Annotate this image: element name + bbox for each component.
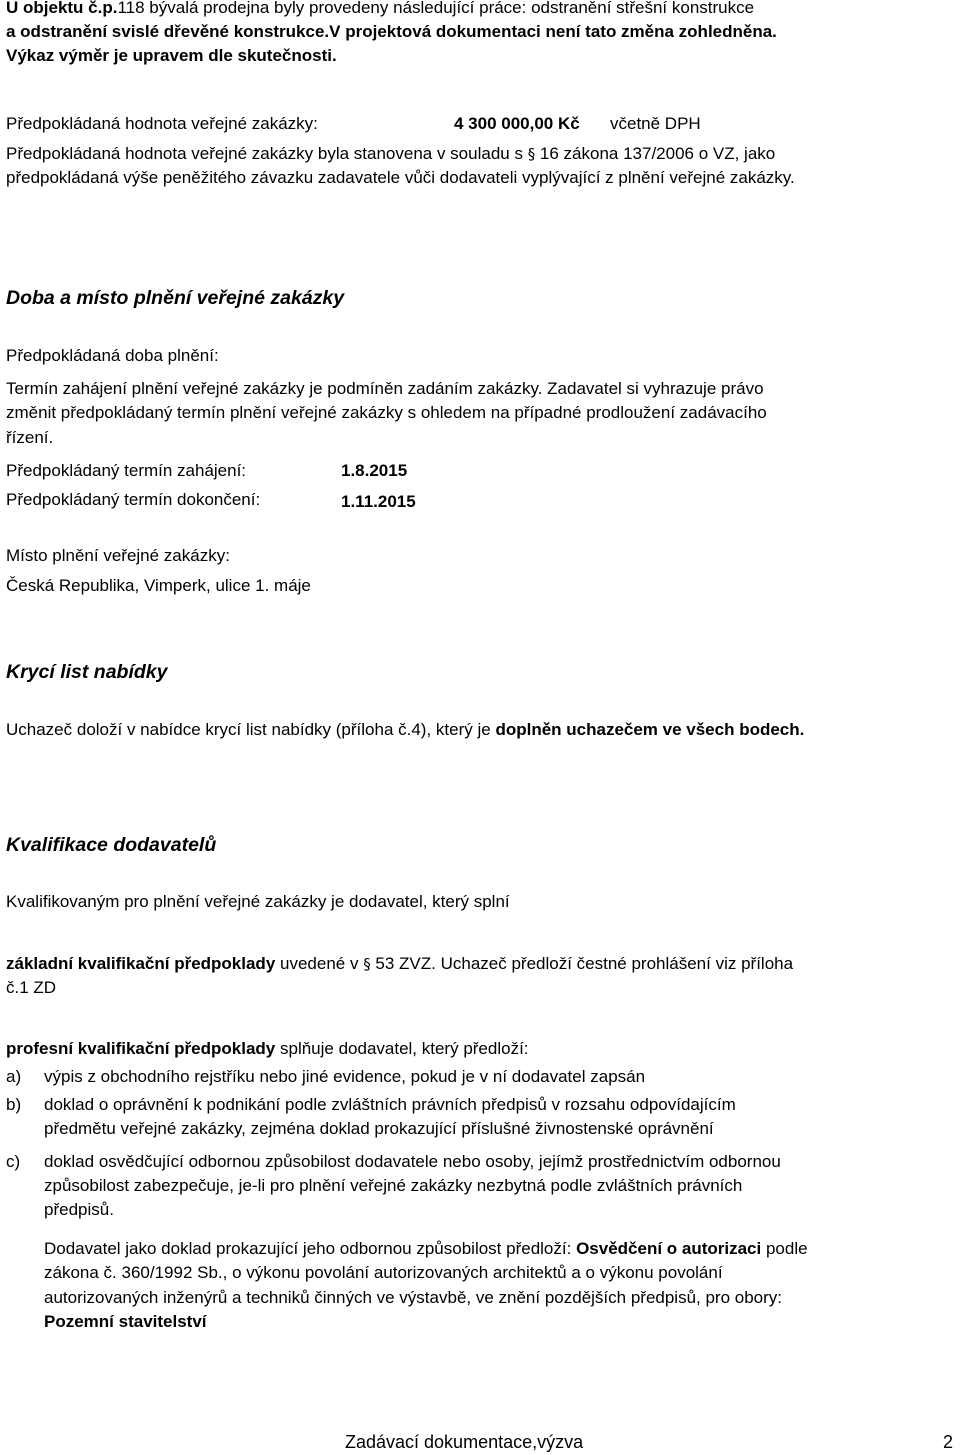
qual-intro: Kvalifikovaným pro plnění veřejné zakázky je dodavatel, který splní bbox=[6, 892, 510, 911]
duration-label: Předpokládaná doba plnění: bbox=[6, 346, 219, 365]
list-item-b-line-2: předmětu veřejné zakázky, zejména doklad prokazující příslušné živnostenské oprávnění bbox=[44, 1119, 714, 1138]
value-vat: včetně DPH bbox=[610, 114, 701, 133]
authorization-field: Pozemní stavitelství bbox=[44, 1312, 207, 1331]
list-item-b-line-1: doklad o oprávnění k podnikání podle zvláštních právních předpisů v rozsahu odpovídajícím bbox=[44, 1095, 736, 1114]
timing-paragraph-2: změnit předpokládaný termín plnění veřejné zakázky s ohledem na případné prodloužení zadávacího bbox=[6, 403, 767, 422]
place-label: Místo plnění veřejné zakázky: bbox=[6, 546, 230, 565]
start-label: Předpokládaný termín zahájení: bbox=[6, 461, 247, 480]
timing-paragraph-1: Termín zahájení plnění veřejné zakázky je podmíněn zadáním zakázky. Zadavatel si vyhrazuje právo bbox=[6, 379, 764, 398]
heading-cover: Krycí list nabídky bbox=[6, 661, 168, 683]
basic-qualification-2: č.1 ZD bbox=[6, 978, 57, 997]
end-value: 1.11.2015 bbox=[341, 492, 416, 511]
list-item-a-line-1: výpis z obchodního rejstříku nebo jiné evidence, pokud je v ní dodavatel zapsán bbox=[44, 1067, 646, 1086]
value-amount: 4 300 000,00 Kč bbox=[454, 114, 580, 133]
professional-qualification: profesní kvalifikační předpoklady splňuje dodavatel, který předloží: bbox=[6, 1039, 529, 1058]
list-item-c-line-2: způsobilost zabezpečuje, je-li pro plnění veřejné zakázky nezbytná podle zvláštních právních bbox=[44, 1176, 743, 1195]
intro-line-1: U objektu č.p.118 bývalá prodejna byly provedeny následující práce: odstranění střešní konstrukce bbox=[6, 0, 755, 17]
paragraph-sign: § bbox=[527, 145, 536, 163]
value-note-2: předpokládaná výše peněžitého závazku zadavatele vůči dodavateli vyplývající z plnění veřejné zakázky. bbox=[6, 168, 795, 187]
timing-paragraph-3: řízení. bbox=[6, 428, 54, 447]
footer-title: Zadávací dokumentace,výzva bbox=[345, 1432, 584, 1452]
intro-line-3: Výkaz výměr je upravem dle skutečnosti. bbox=[6, 46, 337, 65]
authorization-line-3: autorizovaných inženýrů a techniků činných ve výstavbě, ve znění pozdějších předpisů, pro obory: bbox=[44, 1288, 783, 1307]
page-number: 2 bbox=[943, 1432, 954, 1452]
list-item-c-line-1: doklad osvědčující odbornou způsobilost dodavatele nebo osoby, jejímž prostřednictvím odbornou bbox=[44, 1152, 781, 1171]
list-marker-b: b) bbox=[6, 1095, 22, 1114]
end-label: Předpokládaný termín dokončení: bbox=[6, 490, 261, 509]
authorization-line-1: Dodavatel jako doklad prokazující jeho odbornou způsobilost předloží: Osvědčení o autorizaci podle bbox=[44, 1239, 808, 1258]
paragraph-sign: § bbox=[363, 955, 371, 973]
value-label: Předpokládaná hodnota veřejné zakázky: bbox=[6, 114, 318, 133]
value-note-1: Předpokládaná hodnota veřejné zakázky byla stanovena v souladu s § 16 zákona 137/2006 o VZ, jako bbox=[6, 144, 776, 163]
place-value: Česká Republika, Vimperk, ulice 1. máje bbox=[6, 576, 311, 595]
list-marker-c: c) bbox=[6, 1152, 21, 1171]
list-item-c-line-3: předpisů. bbox=[44, 1200, 114, 1219]
list-marker-a: a) bbox=[6, 1067, 22, 1086]
heading-qualification: Kvalifikace dodavatelů bbox=[6, 834, 217, 856]
cover-text: Uchazeč doloží v nabídce krycí list nabídky (příloha č.4), který je doplněn uchazečem ve všech bodech. bbox=[6, 720, 805, 739]
authorization-line-2: zákona č. 360/1992 Sb., o výkonu povolání autorizovaných architektů a o výkonu povolání bbox=[44, 1263, 723, 1282]
intro-line-2: a odstranění svislé dřevěné konstrukce.V projektová dokumentaci není tato změna zohledněna. bbox=[6, 22, 777, 41]
heading-timing: Doba a místo plnění veřejné zakázky bbox=[6, 287, 345, 309]
basic-qualification: základní kvalifikační předpoklady uvedené v § 53 ZVZ. Uchazeč předloží čestné prohlášení viz příloha bbox=[6, 954, 794, 973]
start-value: 1.8.2015 bbox=[341, 461, 408, 480]
